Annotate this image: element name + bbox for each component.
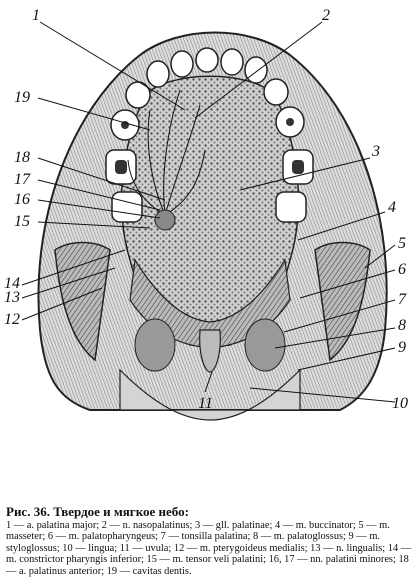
label-18: 18 — [14, 149, 30, 166]
label-15: 15 — [14, 213, 30, 230]
label-3: 3 — [372, 143, 380, 160]
label-14: 14 — [4, 275, 20, 292]
label-12: 12 — [4, 311, 20, 328]
label-7: 7 — [398, 291, 406, 308]
label-2: 2 — [322, 7, 330, 24]
label-19: 19 — [14, 89, 30, 106]
label-16: 16 — [14, 191, 30, 208]
label-11: 11 — [198, 395, 213, 412]
caption-heading: Рис. 36. Твердое и мягкое небо: — [6, 504, 189, 519]
greater-palatine-foramen — [155, 210, 175, 230]
label-13: 13 — [4, 289, 20, 306]
tonsil-right — [245, 319, 285, 371]
figure-caption — [6, 506, 414, 578]
tonsil-left — [135, 319, 175, 371]
label-4: 4 — [388, 199, 396, 216]
label-17: 17 — [14, 171, 30, 188]
label-8: 8 — [398, 317, 406, 334]
label-5: 5 — [398, 235, 406, 252]
label-9: 9 — [398, 339, 406, 356]
label-1: 1 — [32, 7, 40, 24]
caption-legend: 1 — a. palatina major; 2 — n. nasopalatinus; 3 — gll. palatinae; 4 — m. buccinator; 5 — m. masseter; 6 — m. palatopharyngeus; 7 — tonsilla palatina; 8 — m. palatoglossus; 9 — m. styloglossus; 10 — lingua; 11 — uvula; 12 — m. pterygoideus medialis; 13 — n. lingualis; 14 — m. constrictor pharyngis inferior; 15 — m. tensor veli palatini; 16, 17 — nn. palatini minores; 18 — a. palatinus anterior; 19 — cavitas dentis. — [6, 519, 412, 577]
label-6: 6 — [398, 261, 406, 278]
label-10: 10 — [392, 395, 408, 412]
